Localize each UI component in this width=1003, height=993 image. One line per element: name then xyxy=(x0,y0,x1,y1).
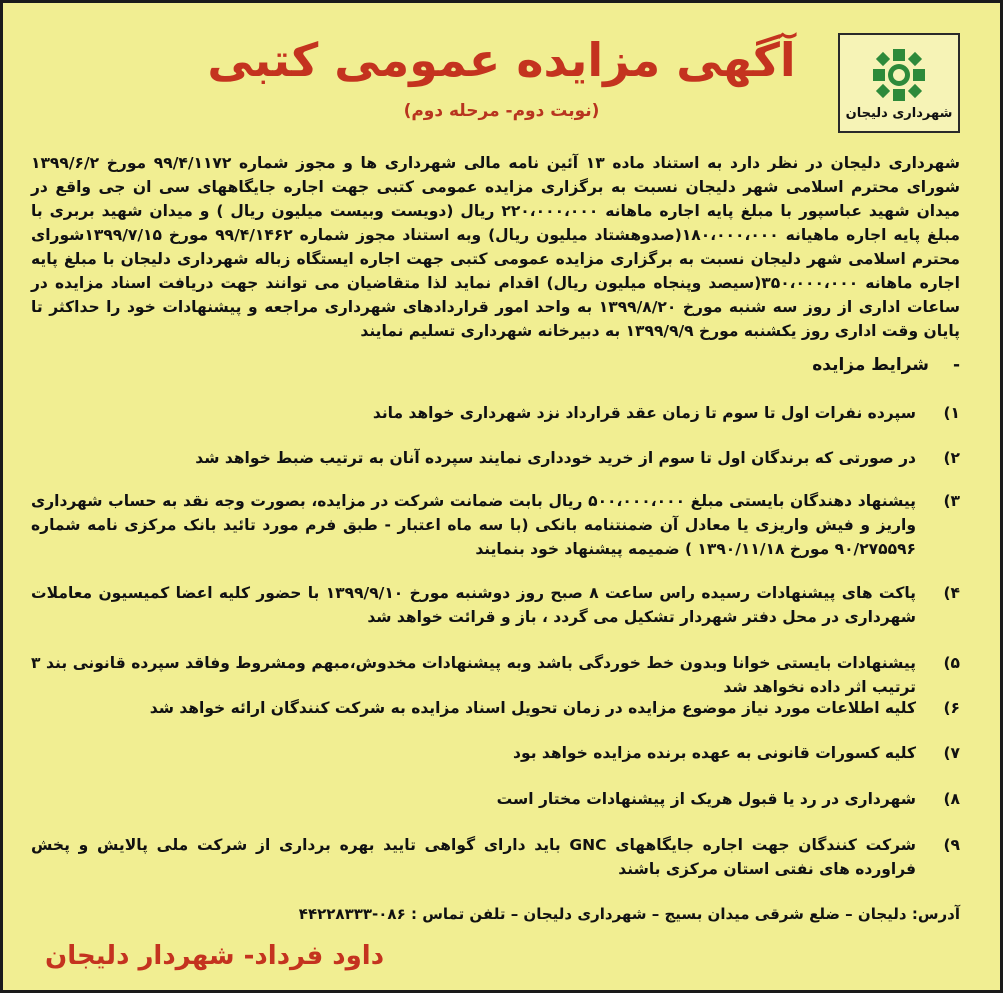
condition-number: ۸) xyxy=(943,790,960,808)
condition-text: سپرده نفرات اول تا سوم تا زمان عقد قرارداد نزد شهرداری خواهد ماند xyxy=(372,404,916,422)
notice-title: آگهی مزایده عمومی کتبی xyxy=(207,33,796,87)
condition-number: ۹) xyxy=(943,836,960,854)
condition-item xyxy=(31,833,960,881)
condition-number: ۳) xyxy=(943,492,960,510)
notice-subtitle: (نوبت دوم- مرحله دوم) xyxy=(403,101,600,121)
condition-text: پاکت های پیشنهادات رسیده راس ساعت ۸ صبح روز دوشنبه مورخ ۱۳۹۹/۹/۱۰ با حضور کلیه اعضا کمیسیون معاملات شهرداری در محل دفتر شهردار تشکیل می گردد ، باز و قرائت خواهد شد xyxy=(31,584,916,626)
heading-bullet: - xyxy=(952,355,960,375)
condition-item xyxy=(31,581,960,629)
condition-number: ۴) xyxy=(943,584,960,602)
logo-text: شهرداری دلیجان xyxy=(845,105,953,121)
condition-item xyxy=(31,787,960,811)
condition-number: ۶) xyxy=(943,699,960,717)
condition-item xyxy=(31,741,960,765)
conditions-heading xyxy=(812,355,960,375)
condition-text: کلیه کسورات قانونی به عهده برنده مزایده خواهد بود xyxy=(513,744,916,762)
contact-address: آدرس: دلیجان – ضلع شرقی میدان بسیج – شهرداری دلیجان – تلفن تماس : ۰۸۶-۴۴۲۲۸۳۳۳ xyxy=(298,905,960,923)
condition-text: پیشنهادات بایستی خوانا وبدون خط خوردگی باشد وبه پیشنهادات مخدوش،مبهم ومشروط وفاقد سپرده قانونی بند ۳ ترتیب اثر داده نخواهد شد xyxy=(31,654,916,696)
mayor-signature: داود فرداد- شهردار دلیجان xyxy=(45,941,385,971)
condition-number: ۷) xyxy=(943,744,960,762)
condition-text: شهرداری در رد یا قبول هریک از پیشنهادات مختار است xyxy=(496,790,916,808)
condition-item xyxy=(31,651,960,699)
condition-text: در صورتی که برندگان اول تا سوم از خرید خودداری نمایند سپرده آنان به ترتیب ضبط خواهد شد xyxy=(195,449,916,467)
condition-number: ۵) xyxy=(943,654,960,672)
condition-item xyxy=(31,489,960,561)
condition-number: ۲) xyxy=(943,449,960,467)
condition-text: شرکت کنندگان جهت اجاره جایگاههای GNC باید دارای گواهی تایید بهره برداری از شرکت ملی پالایش و پخش فراورده های نفتی استان مرکزی باشند xyxy=(31,836,916,878)
condition-item xyxy=(31,696,960,720)
condition-text: پیشنهاد دهندگان بایستی مبلغ ۵۰۰،۰۰۰،۰۰۰ ریال بابت ضمانت شرکت در مزایده، بصورت وجه نقد به حساب شهرداری واریز و فیش واریزی یا معادل آن ضمنتنامه بانکی (با سه ماه اعتبار - طبق فرم مورد تائید بانک مرکزی نامه شماره ۹۰/۲۷۵۵۹۶ مورخ ۱۳۹۰/۱۱/۱۸ ) ضمیمه پیشنهاد خود بنمایند xyxy=(31,492,916,558)
condition-text: کلیه اطلاعات مورد نیاز موضوع مزایده در زمان تحویل اسناد مزایده به شرکت کنندگان ارائه خواهد شد xyxy=(149,699,916,717)
heading-label: شرایط مزایده xyxy=(812,355,930,375)
condition-item xyxy=(31,401,960,425)
condition-item xyxy=(31,446,960,470)
intro-paragraph: شهرداری دلیجان در نظر دارد به استناد ماده ۱۳ آئین نامه مالی شهرداری ها و مجوز شماره ۹۹/۴/۱۱۷۲ مورخ ۱۳۹۹/۶/۲ شورای محترم اسلامی شهر دلیجان نسبت به برگزاری مزایده عمومی کتبی جهت اجاره جایگاههای سی ان جی واقع در میدان شهید عباسپور با مبلغ پایه اجاره ماهانه ۲۲۰،۰۰۰،۰۰۰ ریال (دویست وبیست میلیون ریال ) و میدان شهید بربری با مبلغ پایه اجاره ماهیانه ۱۸۰،۰۰۰،۰۰۰(صدوهشتاد میلیون ریال) وبه استناد مجوز شماره ۹۹/۴/۱۴۶۲ مورخ ۱۳۹۹/۷/۱۵شورای محترم اسلامی شهر دلیجان نسبت به برگزاری مزایده عمومی کتبی جهت اجاره ایستگاه زباله شهرداری دلیجان با مبلغ پایه اجاره ماهانه ۳۵۰،۰۰۰،۰۰۰(سیصد وپنجاه میلیون ریال) اقدام نماید لذا متقاضیان می توانند جهت دریافت اسناد مزایده در ساعات اداری از روز سه شنبه مورخ ۱۳۹۹/۸/۲۰ به واحد امور قراردادهای شهرداری مراجعه و پیشنهادات خود را حداکثر تا پایان وقت اداری روز یکشنبه مورخ ۱۳۹۹/۹/۹ به دبیرخانه شهرداری تسلیم نمایند xyxy=(31,154,960,340)
condition-number: ۱) xyxy=(943,404,960,422)
